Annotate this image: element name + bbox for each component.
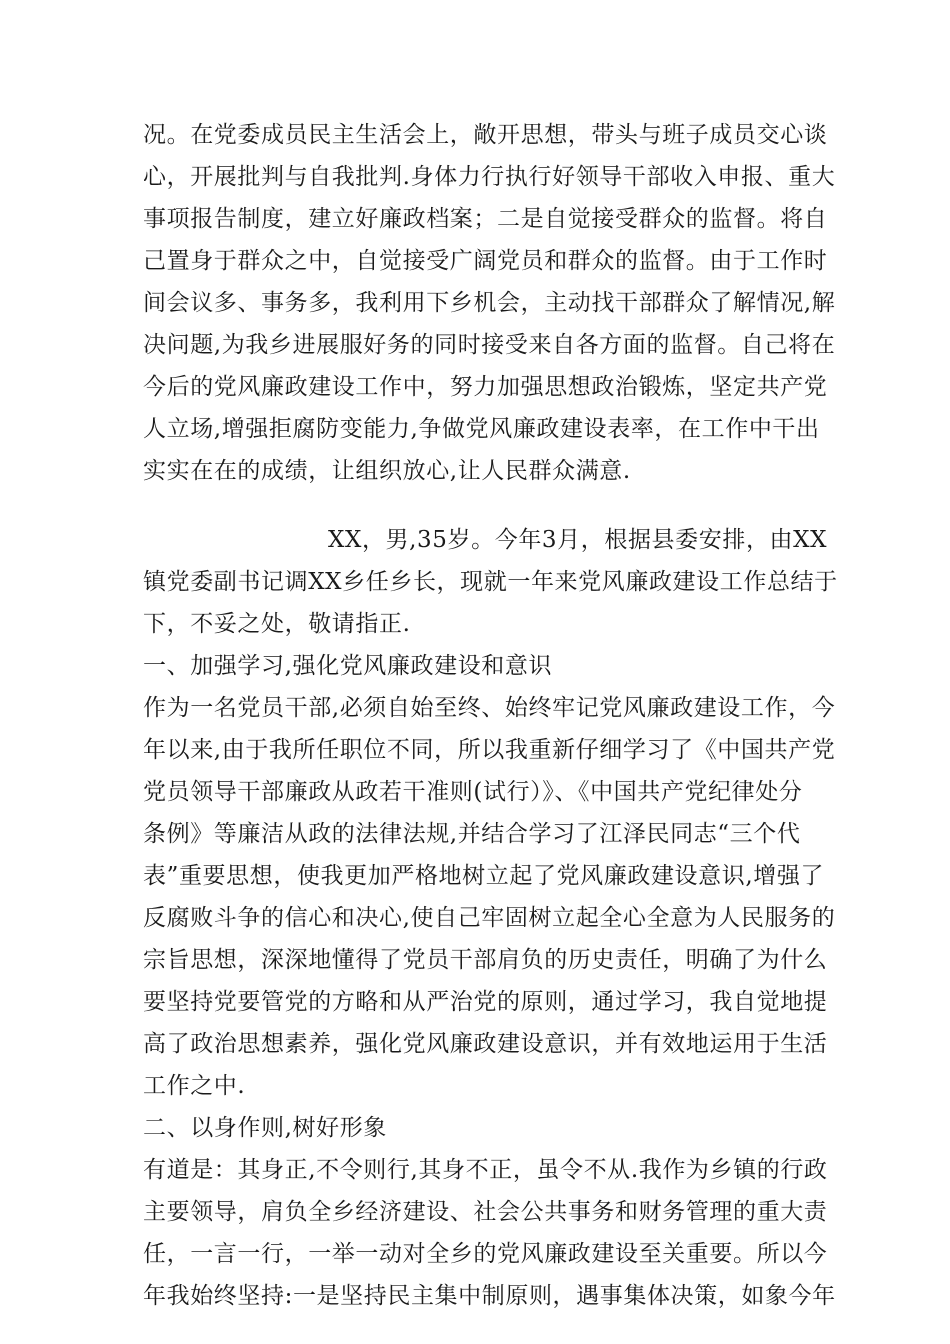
text-line: XX，男,35岁。今年3月，根据县委安排，由XX xyxy=(328,527,828,553)
text-line: 反腐败斗争的信心和决心,使自己牢固树立起全心全意为人民服务的 xyxy=(143,905,836,931)
text-line: 工作之中. xyxy=(143,1073,246,1099)
text-line: 条例》等廉洁从政的法律法规,并结合学习了江泽民同志“三个代 xyxy=(143,821,801,847)
text-line: 宗旨思想，深深地懂得了党员干部肩负的历史责任，明确了为什么 xyxy=(143,947,828,973)
text-line: 任，一言一行，一举一动对全乡的党风廉政建设至关重要。所以今 xyxy=(143,1241,828,1267)
text-line: 有道是：其身正,不令则行,其身不正，虽令不从.我作为乡镇的行政 xyxy=(143,1157,828,1183)
text-line: 下，不妥之处，敬请指正. xyxy=(143,611,411,637)
text-line: 要坚持党要管党的方略和从严治党的原则，通过学习，我自觉地提 xyxy=(143,989,828,1015)
text-line: 作为一名党员干部,必须自始至终、始终牢记党风廉政建设工作，今 xyxy=(143,695,836,721)
text-line: 人立场,增强拒腐防变能力,争做党风廉政建设表率，在工作中干出 xyxy=(143,416,820,442)
section-heading: 一、加强学习,强化党风廉政建设和意识 xyxy=(143,653,553,679)
text-line: 高了政治思想素养，强化党风廉政建设意识，并有效地运用于生活 xyxy=(143,1031,828,1057)
text-line: 年以来,由于我所任职位不同，所以我重新仔细学习了《中国共产党 xyxy=(143,737,836,763)
text-line: 实实在在的成绩，让组织放心,让人民群众满意. xyxy=(143,458,631,484)
text-line: 己置身于群众之中，自觉接受广阔党员和群众的监督。由于工作时 xyxy=(143,248,828,274)
text-line: 年我始终坚持:一是坚持民主集中制原则，遇事集体决策，如象今年 xyxy=(143,1283,836,1309)
section-heading: 二、以身作则,树好形象 xyxy=(143,1115,387,1141)
text-line: 镇党委副书记调XX乡任乡长，现就一年来党风廉政建设工作总结于 xyxy=(143,569,838,595)
text-line: 主要领导，肩负全乡经济建设、社会公共事务和财务管理的重大责 xyxy=(143,1199,828,1225)
text-line: 事项报告制度，建立好廉政档案；二是自觉接受群众的监督。将自 xyxy=(143,206,828,232)
text-line: 心，开展批判与自我批判.身体力行执行好领导干部收入申报、重大 xyxy=(143,164,836,190)
text-line: 决问题,为我乡进展服好务的同时接受来自各方面的监督。自己将在 xyxy=(143,332,836,358)
text-line: 间会议多、事务多，我利用下乡机会，主动找干部群众了解情况,解 xyxy=(143,290,836,316)
text-line: 今后的党风廉政建设工作中，努力加强思想政治锻炼，坚定共产党 xyxy=(143,374,828,400)
text-line: 表”重要思想，使我更加严格地树立起了党风廉政建设意识,增强了 xyxy=(143,863,825,889)
text-line: 党员领导干部廉政从政若干准则(试行）》、《中国共产党纪律处分 xyxy=(143,779,803,805)
text-line: 况。在党委成员民主生活会上，敞开思想，带头与班子成员交心谈 xyxy=(143,122,828,148)
